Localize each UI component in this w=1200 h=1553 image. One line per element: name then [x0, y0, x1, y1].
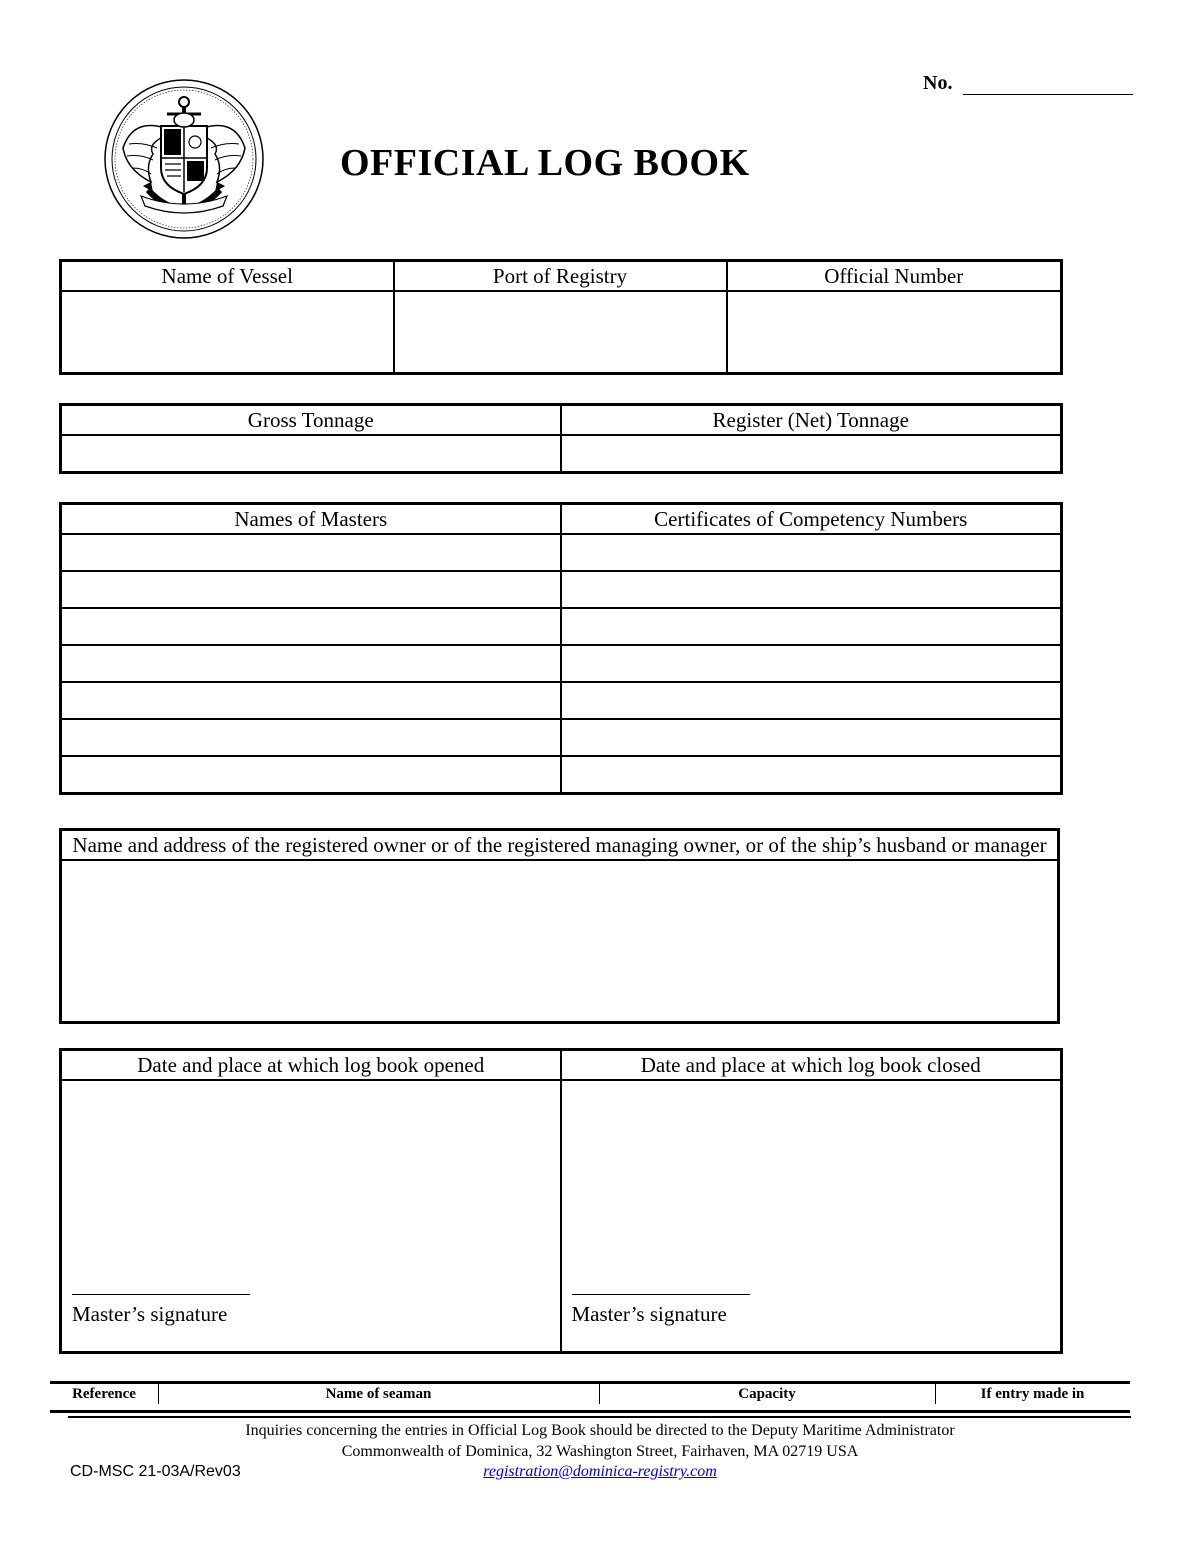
- form-number-line: [963, 94, 1133, 95]
- certificate-number-field[interactable]: [561, 645, 1062, 682]
- certificate-number-field[interactable]: [561, 719, 1062, 756]
- master-name-field[interactable]: [61, 608, 561, 645]
- master-name-field[interactable]: [61, 571, 561, 608]
- footer-email-link[interactable]: registration@dominica-registry.com: [483, 1463, 717, 1480]
- official-number-header: Official Number: [727, 261, 1062, 292]
- certificate-number-field[interactable]: [561, 571, 1062, 608]
- official-number-field[interactable]: [727, 291, 1062, 374]
- port-of-registry-field[interactable]: [394, 291, 727, 374]
- closed-signature-label: Master’s signature: [571, 1302, 727, 1326]
- closed-signature-line[interactable]: [572, 1294, 750, 1295]
- certificates-header: Certificates of Competency Numbers: [561, 504, 1062, 535]
- names-of-masters-header: Names of Masters: [61, 504, 561, 535]
- opened-signature-label: Master’s signature: [72, 1302, 228, 1326]
- footer-rule: [68, 1416, 1131, 1418]
- table-row: [61, 645, 1062, 682]
- gross-tonnage-field[interactable]: [61, 435, 561, 473]
- vessel-table: [59, 259, 1063, 375]
- certificate-number-field[interactable]: [561, 682, 1062, 719]
- table-row: [61, 719, 1062, 756]
- form-code: CD-MSC 21-03A/Rev03: [70, 1463, 241, 1480]
- master-name-field[interactable]: [61, 534, 561, 571]
- footer-address-line: Commonwealth of Dominica, 32 Washington Street, Fairhaven, MA 02719 USA: [341, 1443, 859, 1460]
- name-of-vessel-field[interactable]: [61, 291, 394, 374]
- port-of-registry-header: Port of Registry: [394, 261, 727, 292]
- master-name-field[interactable]: [61, 645, 561, 682]
- name-of-vessel-header: Name of Vessel: [61, 261, 394, 292]
- page-title: OFFICIAL LOG BOOK: [340, 142, 750, 184]
- master-name-field[interactable]: [61, 719, 561, 756]
- form-number-label: No.: [923, 72, 953, 94]
- owner-table: [59, 828, 1060, 1024]
- opened-signature-line[interactable]: [72, 1294, 250, 1295]
- net-tonnage-field[interactable]: [561, 435, 1062, 473]
- tonnage-table: [59, 403, 1063, 474]
- opened-header: Date and place at which log book opened: [61, 1050, 561, 1081]
- owner-address-field[interactable]: [61, 860, 1059, 1023]
- master-name-field[interactable]: [61, 682, 561, 719]
- opened-field[interactable]: [61, 1080, 561, 1353]
- owner-header: Name and address of the registered owner or of the registered managing owner, or of the ship’s husband or manager: [61, 830, 1059, 861]
- certificate-number-field[interactable]: [561, 756, 1062, 794]
- masters-table: [59, 502, 1063, 795]
- certificate-number-field[interactable]: [561, 608, 1062, 645]
- dominica-maritime-seal-icon: [103, 78, 265, 240]
- net-tonnage-header: Register (Net) Tonnage: [561, 405, 1062, 436]
- master-name-field[interactable]: [61, 756, 561, 794]
- name-of-seaman-column-header: Name of seaman: [325, 1386, 432, 1402]
- table-row: [61, 571, 1062, 608]
- certificate-number-field[interactable]: [561, 534, 1062, 571]
- closed-header: Date and place at which log book closed: [561, 1050, 1062, 1081]
- reference-column-header: Reference: [72, 1386, 136, 1402]
- table-row: [61, 608, 1062, 645]
- log-dates-table: [59, 1048, 1063, 1354]
- gross-tonnage-header: Gross Tonnage: [61, 405, 561, 436]
- table-row: [61, 534, 1062, 571]
- form-number-field[interactable]: [923, 72, 1133, 100]
- footer-inquiries-line: Inquiries concerning the entries in Official Log Book should be directed to the Deputy Maritime Administrator: [245, 1422, 955, 1439]
- table-row: [61, 756, 1062, 794]
- table-row: [61, 682, 1062, 719]
- entries-header-strip: [50, 1381, 1130, 1413]
- if-entry-made-in-column-header: If entry made in: [980, 1386, 1085, 1402]
- closed-field[interactable]: [561, 1080, 1062, 1353]
- capacity-column-header: Capacity: [738, 1386, 796, 1402]
